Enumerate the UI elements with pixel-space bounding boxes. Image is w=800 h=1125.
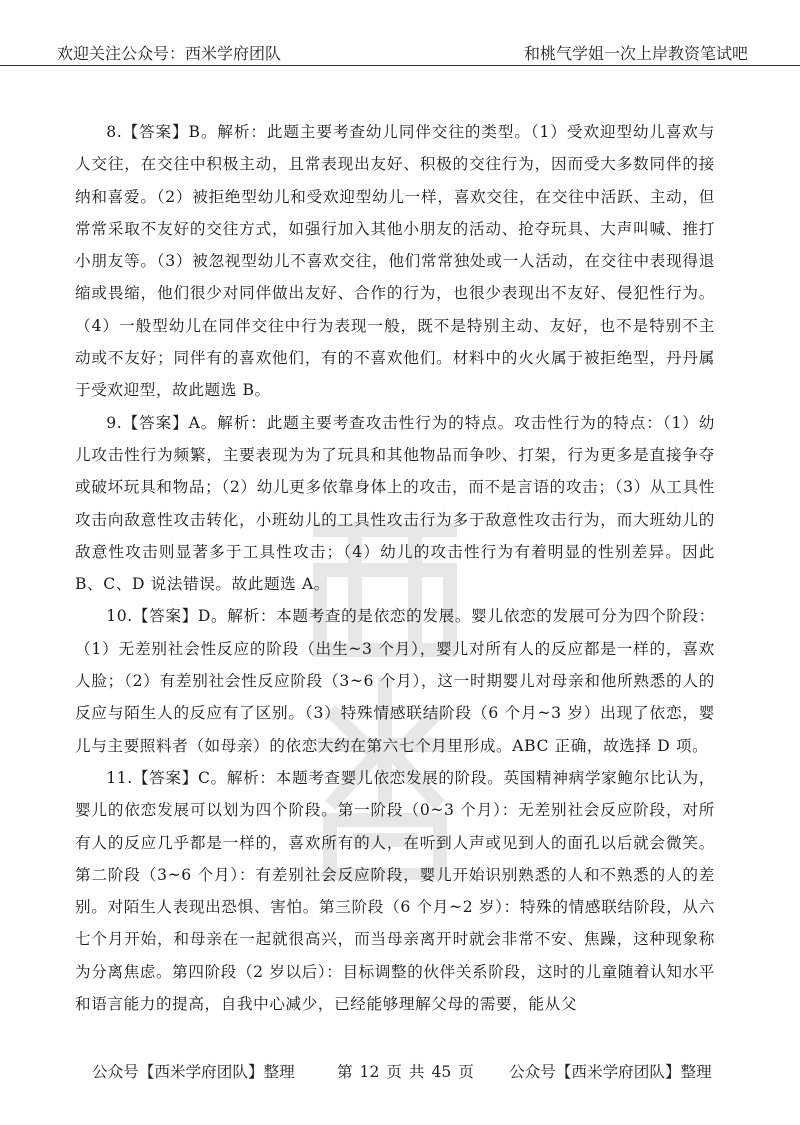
page-header <box>0 0 800 66</box>
footer-left-text: 公众号【西米学府团队】整理 <box>92 1063 295 1081</box>
header-left-text: 欢迎关注公众号：西米学府团队 <box>57 44 282 63</box>
page-number: 第 12 页 共 45 页 <box>337 1063 474 1081</box>
footer-right-text: 公众号【西米学府团队】整理 <box>509 1063 712 1081</box>
header-right-text: 和桃气学姐一次上岸教资笔试吧 <box>523 44 748 63</box>
answer-item-10: 10.【答案】D。解析：本题考查的是依恋的发展。婴儿依恋的发展可分为四个阶段：（1）无差别社会性反应的阶段（出生~3 个月），婴儿对所有人的反应都是一样的，喜欢人脸；（2）有差别社会性反应阶段（3~6 个月），这一时期婴儿对母亲和他所熟悉的人的反应与陌生人的反应有了区别。（3）特殊情感联结阶段（6 个月~3 岁）出现了依恋，婴儿与主要照料者（如母亲）的依恋大约在第六七个月里形成。ABC 正确，故选择 D 项。 <box>75 607 715 755</box>
answer-content <box>75 116 715 1020</box>
answer-item-11: 11.【答案】C。解析：本题考查婴儿依恋发展的阶段。英国精神病学家鲍尔比认为，婴儿的依恋发展可以划为四个阶段。第一阶段（0~3 个月）：无差别社会反应阶段，对所有人的反应几乎都是一样的，喜欢所有的人，在听到人声或见到人的面孔以后就会微笑。第二阶段（3~6 个月）：有差别社会反应阶段，婴儿开始识别熟悉的人和不熟悉的人的差别。对陌生人表现出恐惧、害怕。第三阶段（6 个月~2 岁）：特殊的情感联结阶段，从六七个月开始，和母亲在一起就很高兴，而当母亲离开时就会非常不安、焦躁，这种现象称为分离焦虑。第四阶段（2 岁以后）：目标调整的伙伴关系阶段，这时的儿童随着认知水平和语言能力的提高，自我中心减少，已经能够理解父母的需要，能从父 <box>75 768 715 1014</box>
answer-item-9: 9.【答案】A。解析：此题主要考查攻击性行为的特点。攻击性行为的特点：（1）幼儿攻击性行为频繁，主要表现为为了玩具和其他物品而争吵、打架，行为更多是直接争夺或破坏玩具和物品；（2）幼儿更多依靠身体上的攻击，而不是言语的攻击；（3）从工具性攻击向敌意性攻击转化，小班幼儿的工具性攻击行为多于敌意性攻击行为，而大班幼儿的敌意性攻击则显著多于工具性攻击；（4）幼儿的攻击性行为有着明显的性别差异。因此 B、C、D 说法错误。故此题选 A。 <box>75 413 715 594</box>
answer-item-8: 8.【答案】B。解析：此题主要考查幼儿同伴交往的类型。（1）受欢迎型幼儿喜欢与人交往，在交往中积极主动，且常表现出友好、积极的交往行为，因而受大多数同伴的接纳和喜爱。（2）被拒绝型幼儿和受欢迎型幼儿一样，喜欢交往，在交往中活跃、主动，但常常采取不友好的交往方式，如强行加入其他小朋友的活动、抢夺玩具、大声叫喊、推打小朋友等。（3）被忽视型幼儿不喜欢交往，他们常常独处或一人活动，在交往中表现得退缩或畏缩，他们很少对同伴做出友好、合作的行为，也很少表现出不友好、侵犯性行为。（4）一般型幼儿在同伴交往中行为表现一般，既不是特别主动、友好，也不是特别不主动或不友好；同伴有的喜欢他们，有的不喜欢他们。材料中的火火属于被拒绝型，丹丹属于受欢迎型，故此题选 B。 <box>75 123 715 400</box>
page-footer <box>0 1060 800 1090</box>
